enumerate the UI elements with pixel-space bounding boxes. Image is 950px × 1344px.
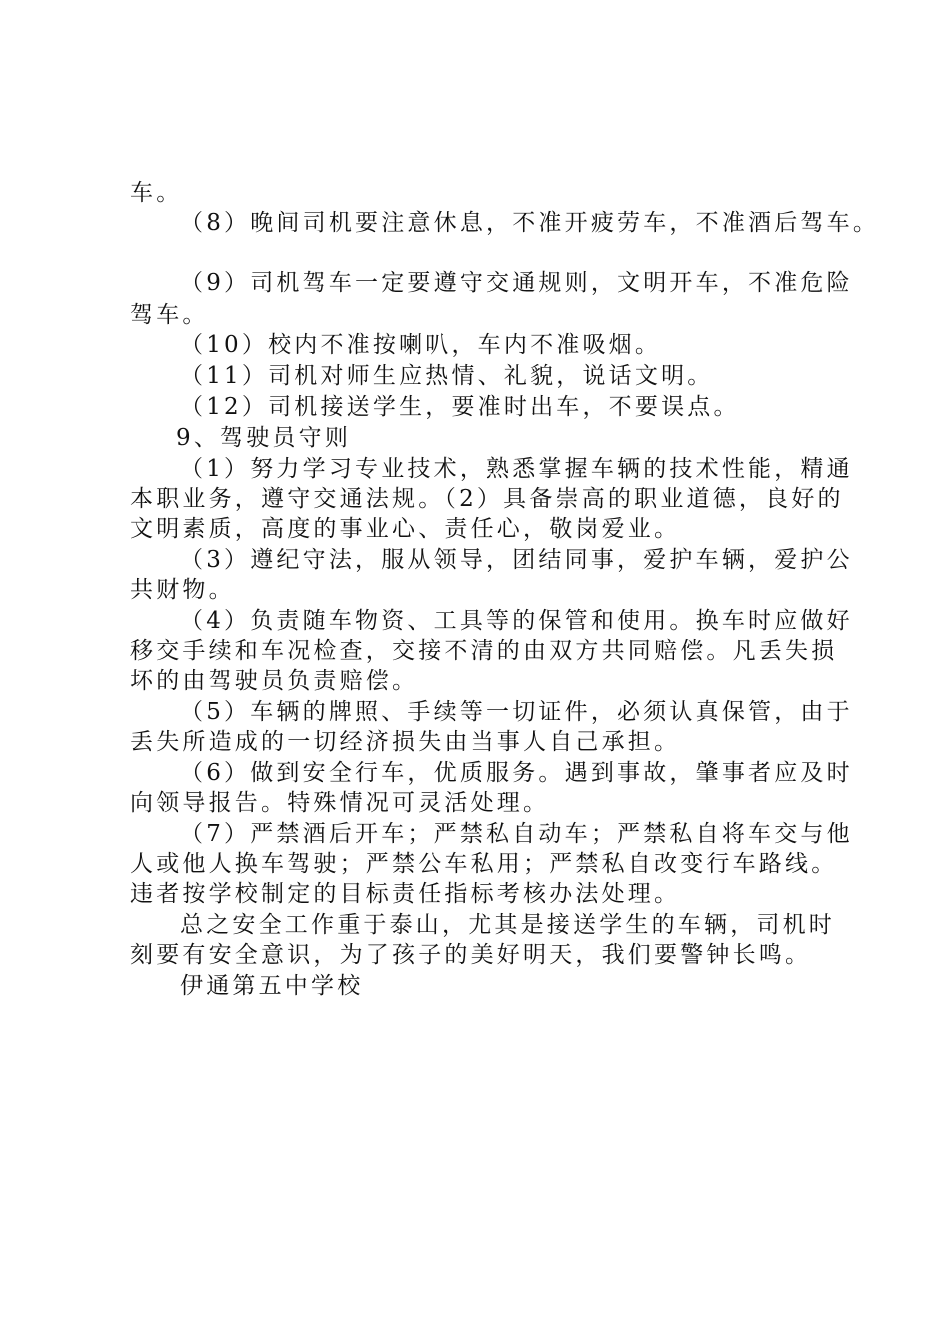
text-line: 总之安全工作重于泰山，尤其是接送学生的车辆，司机时	[180, 912, 835, 938]
text-line: 本职业务，遵守交通法规。（2）具备崇高的职业道德，良好的	[130, 486, 844, 512]
text-line: 坏的由驾驶员负责赔偿。	[130, 668, 419, 694]
text-line: （4）负责随车物资、工具等的保管和使用。换车时应做好	[180, 608, 853, 634]
text-line: 刻要有安全意识，为了孩子的美好明天，我们要警钟长鸣。	[130, 942, 812, 968]
text-line: （11）司机对师生应热情、礼貌，说话文明。	[180, 363, 714, 389]
text-line: 向领导报告。特殊情况可灵活处理。	[130, 790, 550, 816]
text-line: 共财物。	[130, 577, 235, 603]
text-line: 违者按学校制定的目标责任指标考核办法处理。	[130, 881, 681, 907]
text-line: 人或他人换车驾驶；严禁公车私用；严禁私自改变行车路线。	[130, 851, 838, 877]
text-line: （8）晚间司机要注意休息，不准开疲劳车，不准酒后驾车。	[180, 210, 880, 236]
text-line: 文明素质，高度的事业心、责任心，敬岗爱业。	[130, 516, 681, 542]
text-line: 车。	[130, 180, 183, 206]
text-line: 丢失所造成的一切经济损失由当事人自己承担。	[130, 729, 681, 755]
text-line: （7）严禁酒后开车；严禁私自动车；严禁私自将车交与他	[180, 821, 853, 847]
text-line: （1）努力学习专业技术，熟悉掌握车辆的技术性能，精通	[180, 456, 853, 482]
text-line: （12）司机接送学生，要准时出车，不要误点。	[180, 394, 740, 420]
signature-line: 伊通第五中学校	[180, 973, 364, 999]
text-line: （3）遵纪守法，服从领导，团结同事，爱护车辆，爱护公	[180, 547, 853, 573]
text-line: （10）校内不准按喇叭，车内不准吸烟。	[180, 332, 662, 358]
text-line: （9）司机驾车一定要遵守交通规则，文明开车，不准危险	[180, 270, 853, 296]
text-line: 驾车。	[130, 302, 209, 328]
section-heading: 9、驾驶员守则	[176, 425, 352, 451]
text-line: 移交手续和车况检查，交接不清的由双方共同赔偿。凡丢失损	[130, 638, 838, 664]
text-line: （5）车辆的牌照、手续等一切证件，必须认真保管，由于	[180, 699, 853, 725]
text-line: （6）做到安全行车，优质服务。遇到事故，肇事者应及时	[180, 760, 853, 786]
